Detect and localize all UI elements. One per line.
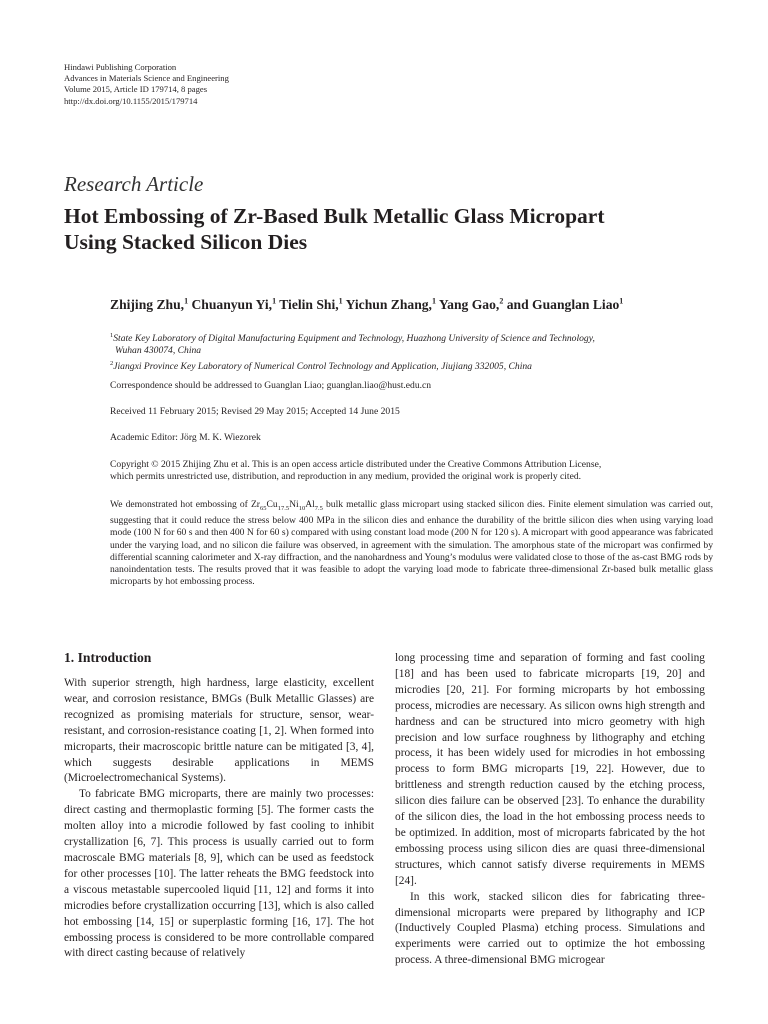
body-column-left bbox=[64, 650, 374, 962]
author: Chuanyun Yi,$^1$ bbox=[191, 296, 277, 312]
title-line-2: Using Stacked Silicon Dies bbox=[64, 230, 308, 254]
affiliation-1-line-2: Wuhan 430074, China bbox=[115, 345, 202, 357]
copyright-line-2: which permits unrestricted use, distribution, and reproduction in any medium, provided the original work is properly cited. bbox=[110, 471, 582, 483]
affiliation-1: $^1$State Key Laboratory of Digital Manufacturing Equipment and Technology, Huazhong University of Science and Technology, bbox=[110, 332, 595, 345]
author: Tielin Shi,$^1$ bbox=[279, 296, 343, 312]
author: Yichun Zhang,$^1$ bbox=[345, 296, 436, 312]
section-heading: 1. Introduction bbox=[64, 650, 152, 665]
affiliations bbox=[110, 330, 710, 373]
journal-name: Advances in Materials Science and Engineering bbox=[64, 73, 229, 84]
author: and Guanglan Liao$^1$ bbox=[506, 296, 624, 312]
academic-editor: Academic Editor: Jörg M. K. Wiezorek bbox=[110, 432, 261, 443]
body-paragraph: To fabricate BMG microparts, there are mainly two processes: direct casting and thermoplastic forming [5]. The former casts the molten alloy into a microdie followed by fast cooling to inhibit crystallization [6, 7]. This process is usually carried out to form macroscale BMG materials [8, 9], which can be used as feedstock for other processes [10]. The latter reheats the BMG feedstock into a viscous metastable supercooled liquid [11, 12] and forms it into microdies before crystallization occurring [13], which is also called hot embossing [14, 15] or superplastic forming [16, 17]. The hot embossing process is considered to be more controllable compared with direct casting because of relatively bbox=[64, 788, 374, 960]
journal-header bbox=[64, 62, 229, 107]
body-paragraph: With superior strength, high hardness, large elasticity, excellent wear, and corrosion resistance, BMGs (Bulk Metallic Glasses) are recognized as promising materials for structure, sensor, wear-resistant, and corrosion-resistance coating [1, 2]. When formed into microparts, their macroscopic brittle nature can be mitigated [3, 4], which suggests desirable applications in MEMS (Microelectromechanical Systems). bbox=[64, 677, 374, 785]
body-column-right bbox=[395, 651, 705, 969]
affiliation-2: $^2$Jiangxi Province Key Laboratory of Numerical Control Technology and Application, Jiujiang 332005, China bbox=[110, 359, 532, 372]
author: Yang Gao,$^2$ bbox=[438, 296, 504, 312]
doi-link[interactable]: http://dx.doi.org/10.1155/2015/179714 bbox=[64, 95, 198, 106]
paper-title bbox=[64, 203, 724, 255]
publisher-name: Hindawi Publishing Corporation bbox=[64, 62, 177, 72]
copyright-line-1: Copyright © 2015 Zhijing Zhu et al. This is an open access article distributed under the Creative Commons Attribution License, bbox=[110, 459, 602, 470]
volume-info: Volume 2015, Article ID 179714, 8 pages bbox=[64, 84, 208, 95]
correspondence: Correspondence should be addressed to Guanglan Liao; guanglan.liao@hust.edu.cn bbox=[110, 380, 432, 391]
title-line-1: Hot Embossing of Zr-Based Bulk Metallic Glass Micropart bbox=[64, 204, 605, 228]
author: Zhijing Zhu,$^1$ bbox=[110, 296, 189, 312]
abstract: We demonstrated hot embossing of $Zr_{65}Cu_{17.5}Ni_{10}Al_{7.5}$ bulk metallic glass micropart using stacked silicon dies. Finite element simulation was carried out, suggesting that it could reduce the stress below 400 MPa in the silicon dies and enhance the durability of the brittle silicon dies when using varying load mode (100 N for 60 s and then 400 N for 60 s) compared with using constant load mode (200 N for 120 s). A micropart with good appearance was fabricated under the varying load, and no silicon die failure was observed, in agreement with the simulation. The amorphous state of the micropart was confirmed by differential scanning calorimeter and X-ray diffraction, and the nanohardness and Young’s modulus were validated close to those of the as-cast BMG rods by nanoindentation tests. The results proved that it was feasible to adopt the varying load mode to fabricate three-dimensional Zr-based bulk metallic glass microparts by hot embossing process. bbox=[110, 499, 713, 588]
copyright-notice bbox=[110, 459, 710, 483]
received-dates: Received 11 February 2015; Revised 29 May 2015; Accepted 14 June 2015 bbox=[110, 406, 400, 417]
body-paragraph: In this work, stacked silicon dies for fabricating three-dimensional microparts were prepared by lithography and ICP (Inductively Coupled Plasma) etching process. Simulations and experiments were carried out to optimize the hot embossing process. A three-dimensional BMG microgear bbox=[395, 890, 705, 967]
author-list bbox=[110, 296, 623, 313]
article-type: Research Article bbox=[64, 172, 204, 196]
body-paragraph: long processing time and separation of forming and fast cooling [18] and has been used to fabricate microparts [19, 20] and microdies [20, 21]. For forming microparts by hot embossing process, microdies are necessary. As silicon owns high strength and hardness and can be structured into micro geometry with high precision and low surface roughness by lithography and etching process, it has been widely used for microdies in hot embossing process to form BMG microparts [19, 22]. However, due to brittleness and strength reduction caused by the etching process, silicon dies failure can be observed [23]. To enhance the durability of the silicon dies, the load in the hot embossing process needs to be optimized. In addition, most of microparts fabricated by the hot embossing process using silicon dies are quasi three-dimensional structures, which cannot satisfy diverse requirements in MEMS [24]. bbox=[395, 652, 705, 887]
